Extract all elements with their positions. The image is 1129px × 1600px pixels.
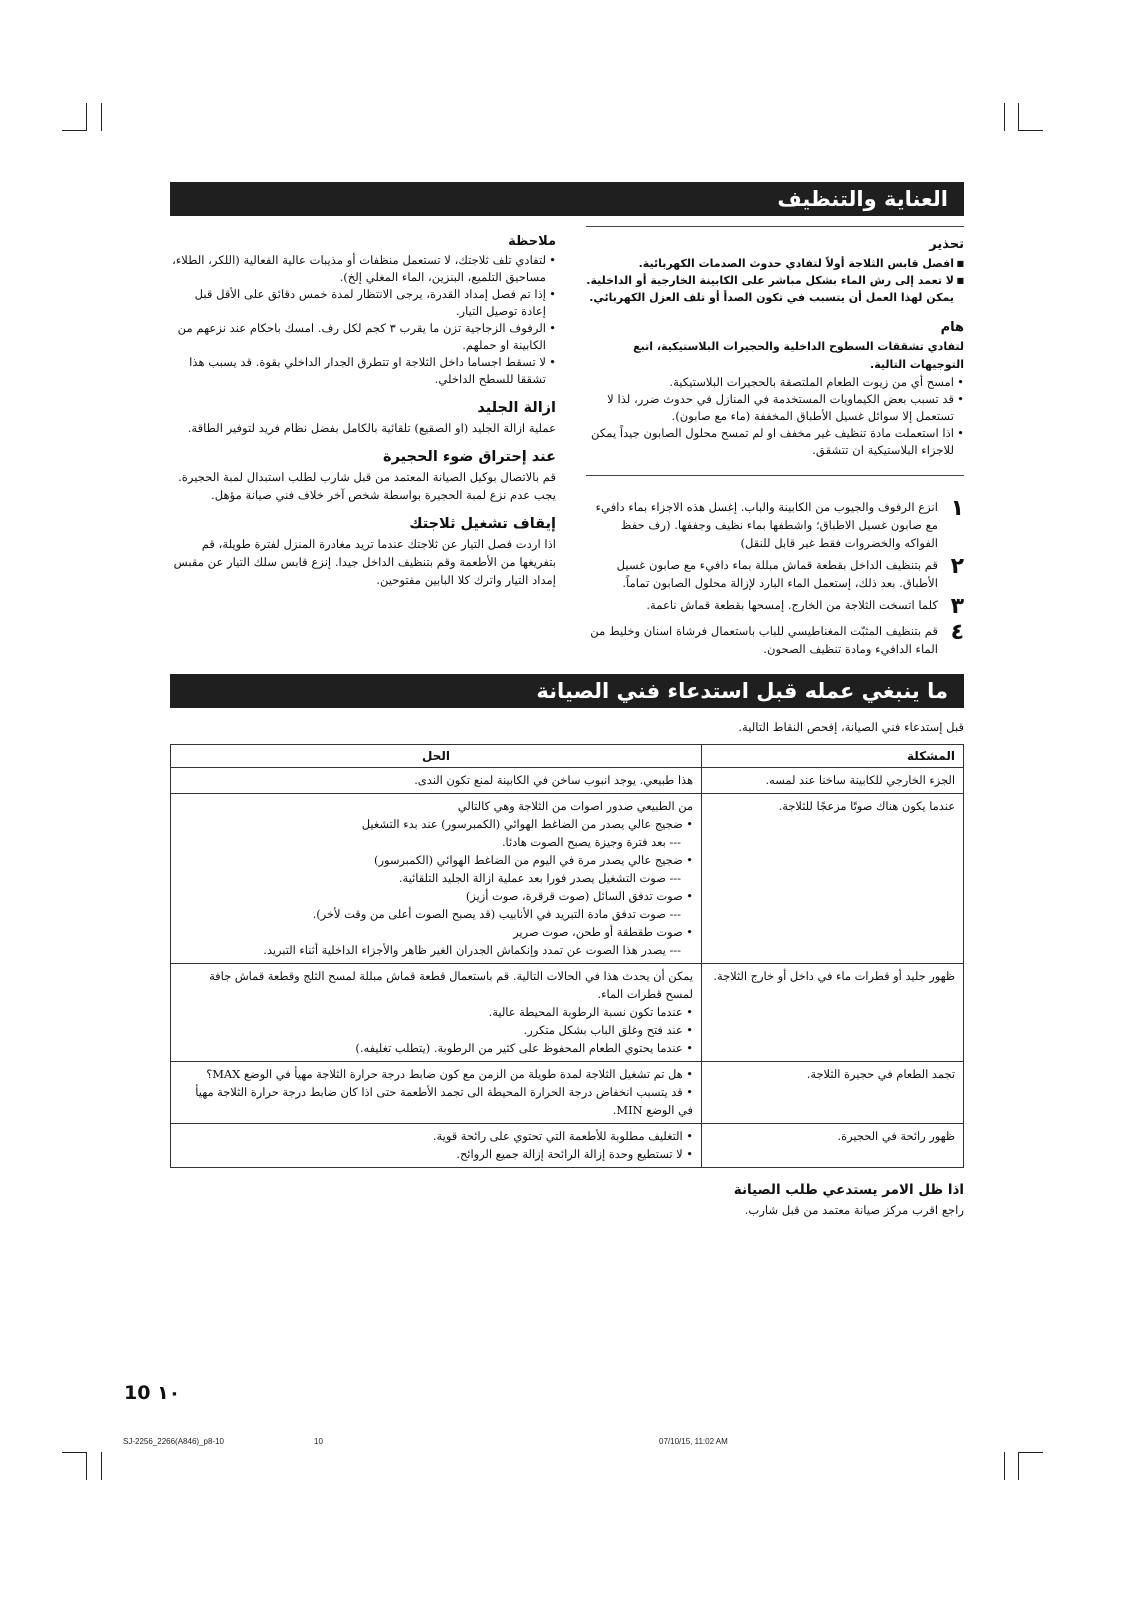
step-number: ١: [950, 496, 964, 521]
solution-text: هل تم تشغيل الثلاجة لمدة طويلة من الزمن مع كون ضابط درجة حرارة الثلاجة مهيأ في الوضع MAX؟: [206, 1067, 683, 1081]
solution-cell: [171, 794, 702, 964]
solution-text: هذا طبيعي. يوجد انبوب ساخن في الكابينة لمنع تكون الندى.: [414, 773, 693, 787]
note-heading: ملاحظة: [508, 234, 556, 249]
crop-mark: [1004, 1452, 1005, 1480]
table-row: [171, 794, 964, 964]
important-intro: لتفادي تشققات السطوح الداخلية والحجيرات البلاستيكية، اتبع التوجيهات التالية.: [633, 340, 964, 371]
table-row: [171, 1124, 964, 1168]
solution-text: لا تستطيع وحدة إزالة الرائحة إزالة جميع الروائح.: [456, 1147, 683, 1161]
solution-line: [179, 941, 693, 959]
solution-text: عندما تكون نسبة الرطوبة المحيطة عالية.: [488, 1005, 683, 1019]
crop-mark: [1018, 1452, 1043, 1453]
step-text: قم بتنظيف المثبّت المغناطيسي للباب باستعمال فرشاة اسنان وخليط من الماء الدافيء ومادة تنظيف الصحون.: [590, 624, 938, 656]
crop-mark: [1004, 103, 1005, 131]
troubleshooting-banner: ما ينبغي عمله قبل استدعاء فني الصيانة: [170, 674, 964, 708]
solution-bullet: [179, 1003, 693, 1021]
solution-text: --- صوت تدفق مادة التبريد في الأنابيب (قد يصبح الصوت أعلى من وقت لأخر).: [312, 907, 681, 921]
solution-line: [179, 967, 693, 1003]
crop-mark: [1018, 103, 1019, 131]
note-item: • لتفادي تلف ثلاجتك، لا تستعمل منظفات أو مذيبات عالية الفعالية (اللكر، الطلاء، مساحيق التلميع، البنزين، الماء المغلي إلخ).: [170, 252, 556, 286]
crop-mark: [101, 103, 102, 131]
solution-text: يمكن أن يحدث هذا في الحالات التالية. قم باستعمال قطعة قماش مبللة لمسح الثلج وقطعة قماش جافة لمسح قطرات الماء.: [209, 969, 693, 1001]
solution-cell: [171, 964, 702, 1062]
solution-bullet: [179, 923, 693, 941]
warning-list: [586, 255, 964, 306]
solution-line: [179, 771, 693, 789]
care-cleaning-banner: العناية والتنظيف: [170, 182, 964, 216]
solution-bullet: [179, 1021, 693, 1039]
crop-mark: [86, 103, 87, 131]
step-number: ٢: [950, 554, 964, 579]
step-text: انزع الرفوف والجيوب من الكابينة والباب. إغسل هذه الاجزاء بماء دافيء مع صابون غسيل الاطباق؛ واشطفها بماء نظيف وجففها. (رف حفظ الفواكه والخضروات فقط غير قابل للنقل): [595, 500, 938, 550]
problem-cell: ظهور رائحة في الحجيرة.: [702, 1124, 964, 1168]
crop-mark: [86, 1452, 87, 1480]
note-item: • الرفوف الزجاجية تزن ما يقرب ٣ كجم لكل رف. امسك باحكام عند نزعهم من الكابينة او حملهم.: [170, 320, 556, 354]
table-body: [171, 768, 964, 1168]
step-number: ٣: [950, 594, 964, 619]
solution-text: صوت طقطقة أو طحن، صوت صرير: [513, 925, 683, 939]
stop-text: اذا اردت فصل التيار عن ثلاجتك عندما تريد مغادرة المنزل لفترة طويلة، قم بتفريغها من الأطعمة وقم بتنظيف الداخل جيدا. إنزع قابس سلك التيار عن مقبس إمداد التيار واترك كلا البابين مفتوحين.: [173, 537, 556, 587]
crop-mark: [1018, 130, 1043, 131]
warning-item: ■ لا تعمد إلى رش الماء بشكل مباشر على الكابينة الخارجية أو الداخلية. يمكن لهذا العمل أن يتسبب في تكون الصدأ أو تلف العزل الكهربائي.: [586, 272, 964, 306]
solution-text: عند فتح وغلق الباب بشكل متكرر.: [523, 1023, 683, 1037]
problem-cell: عندما يكون هناك صوتًا مزعجًا للثلاجة.: [702, 794, 964, 964]
solution-text: عندما يحتوي الطعام المحفوظ على كثير من الرطوبة. (يتطلب تغليفه.): [355, 1041, 683, 1055]
solution-bullet: [179, 1039, 693, 1057]
service-text: راجع اقرب مركز صيانة معتمد من قبل شارب.: [744, 1203, 964, 1217]
solution-text: التغليف مطلوبة للأطعمة التي تحتوي على رائحة قوية.: [432, 1129, 683, 1143]
problem-cell: الجزء الخارجي للكابينة ساخنا عند لمسه.: [702, 768, 964, 794]
problem-cell: ظهور جليد أو قطرات ماء في داخل أو خارج الثلاجة.: [702, 964, 964, 1062]
cleaning-step: [586, 622, 964, 658]
care-cleaning-columns: [170, 226, 964, 662]
stop-heading: إيقاف تشغيل ثلاجتك: [409, 516, 556, 532]
document-page: [170, 182, 964, 1219]
divider: [586, 475, 964, 476]
solution-bullet: [179, 1083, 693, 1119]
solution-bullet: [179, 1127, 693, 1145]
crop-mark: [62, 1452, 87, 1453]
footer-date: 07/10/15, 11:02 AM: [659, 1437, 728, 1446]
defrost-heading: ازالة الجليد: [477, 400, 556, 416]
solution-text: --- يصدر هذا الصوت عن تمدد وإنكماش الجدران الغير ظاهر والأجزاء الداخلية أثناء التبريد.: [263, 943, 681, 957]
solution-line: [179, 797, 693, 815]
important-list: [586, 374, 964, 459]
step-text: قم بتنظيف الداخل بقطعة قماش مبللة بماء دافيء مع صابون غسيل الأطباق. بعد ذلك، إستعمل الماء البارد لإزالة محلول الصابون تماماً.: [616, 558, 938, 590]
solution-text: صوت تدفق السائل (صوت قرقرة، صوت أزيز): [465, 889, 683, 903]
note-item: • إذا تم فصل إمداد القدرة، يرجى الانتظار لمدة خمس دقائق على الأقل قبل إعادة توصيل التيار.: [170, 286, 556, 320]
solution-cell: [171, 768, 702, 794]
solution-bullet: [179, 1065, 693, 1083]
troubleshooting-intro: قبل إستدعاء فني الصيانة، إفحص النقاط التالية.: [738, 720, 964, 734]
solution-text: من الطبيعي صدور اصوات من الثلاجة وهي كالتالي: [457, 799, 693, 813]
solution-bullet: [179, 887, 693, 905]
important-item: • اذا استعملت مادة تنظيف غير مخفف او لم تمسح محلول الصابون جيداً يمكن للاجزاء البلاستيكية ان تتشقق.: [586, 425, 964, 459]
warning-heading: تحذير: [929, 237, 964, 252]
note-list: [170, 252, 556, 388]
solution-bullet: [179, 851, 693, 869]
solution-line: [179, 905, 693, 923]
table-row: [171, 768, 964, 794]
important-item: • امسح أي من زيوت الطعام الملتصقة بالحجيرات البلاستيكية.: [586, 374, 964, 391]
crop-mark: [62, 130, 87, 131]
solution-bullet: [179, 815, 693, 833]
defrost-text: عملية ازالة الجليد (او الصقيع) تلقائية بالكامل بفضل نظام فريد لتوفير الطاقة.: [187, 421, 556, 435]
solution-text: ضجيج عالي يصدر من الضاغط الهوائي (الكمبرسور) عند بدء التشغيل: [361, 817, 683, 831]
footer-page: 10: [314, 1437, 323, 1446]
cleaning-step: [586, 556, 964, 592]
right-column: [586, 226, 964, 662]
table-header-row: [171, 745, 964, 768]
solution-cell: [171, 1124, 702, 1168]
problem-column-header: المشكلة: [702, 745, 964, 768]
crop-mark: [1018, 1452, 1019, 1480]
bulb-heading: عند إحتراق ضوء الحجيرة: [383, 449, 556, 465]
important-heading: هام: [940, 320, 964, 335]
footer-file-name: SJ-2256_2266(A846)_p8-10: [123, 1437, 224, 1446]
solution-column-header: الحل: [171, 745, 702, 768]
table-row: [171, 1062, 964, 1124]
solution-text: ضجيج عالي يصدر مرة في اليوم من الضاغط الهوائي (الكمبرسور): [374, 853, 683, 867]
solution-line: [179, 833, 693, 851]
troubleshooting-table: [170, 744, 964, 1168]
solution-text: قد يتسبب انخفاض درجة الحرارة المحيطة الى تجمد الأطعمة حتى اذا كان ضابط درجة حرارة الثلاجة مهيأ في الوضع MIN.: [195, 1085, 693, 1117]
service-heading: اذا ظل الامر يستدعي طلب الصيانة: [733, 1182, 964, 1198]
step-number: ٤: [950, 620, 964, 645]
left-column: [170, 226, 556, 662]
page-number: 10 ١٠: [124, 1382, 181, 1404]
solution-line: [179, 869, 693, 887]
solution-text: --- صوت التشغيل يصدر فورا بعد عملية ازالة الجليد التلقائية.: [398, 871, 681, 885]
table-row: [171, 964, 964, 1062]
solution-bullet: [179, 1145, 693, 1163]
cleaning-step: [586, 498, 964, 552]
warning-item: ■ افصل قابس الثلاجة أولاً لتفادي حدوث الصدمات الكهربائية.: [586, 255, 964, 272]
important-item: • قد تسبب بعض الكيماويات المستخدمة في المنازل في حدوث ضرر، لذا لا تستعمل إلا سوائل غسيل الأطباق المخففة (ماء مع صابون).: [586, 391, 964, 425]
solution-cell: [171, 1062, 702, 1124]
bulb-text: قم بالاتصال بوكيل الصيانة المعتمد من قبل شارب لطلب استبدال لمبة الحجيرة. يجب عدم نزع لمبة الحجيرة بواسطة شخص آخر خلاف فني صيانة مؤهل.: [178, 470, 556, 502]
problem-cell: تجمد الطعام في حجيرة الثلاجة.: [702, 1062, 964, 1124]
cleaning-step: [586, 596, 964, 618]
divider: [586, 226, 964, 227]
step-text: كلما اتسخت الثلاجة من الخارج. إمسحها بقطعة قماش ناعمة.: [646, 598, 938, 612]
solution-text: --- بعد فترة وجيزة يصبح الصوت هادئا.: [501, 835, 681, 849]
crop-mark: [101, 1452, 102, 1480]
note-item: • لا تسقط اجساما داخل الثلاجة او تتطرق الجدار الداخلي بقوة. قد يسبب هذا تشققا للسطح الداخلي.: [170, 354, 556, 388]
